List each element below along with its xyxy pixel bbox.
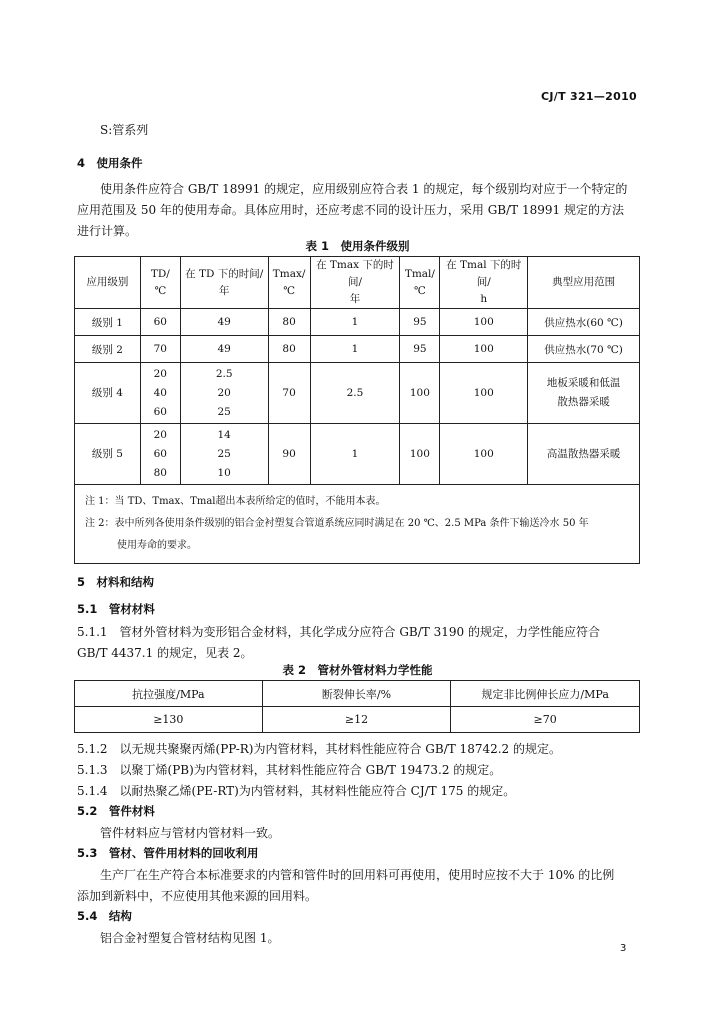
header-tmax	[268, 257, 310, 309]
cell-td: 70	[140, 336, 180, 363]
table1-usage-conditions	[74, 256, 640, 564]
section-4-paragraph-line2: 应用范围及 50 年的使用寿命。具体应用时，还应考虑不同的设计压力，采用 GB/T 18991 规定的方法	[77, 203, 624, 217]
table1-caption: 表 1 使用条件级别	[305, 239, 410, 253]
cell-td-time-value: 10	[217, 466, 231, 479]
table-row	[75, 707, 640, 733]
cell-tmax: 80	[268, 336, 310, 363]
cell-td-time	[180, 363, 268, 424]
table-row	[75, 363, 640, 424]
cell-td-time-value: 25	[217, 447, 231, 460]
section-5-2-heading: 5.2 管件材料	[77, 804, 155, 818]
cell-tmal: 95	[400, 309, 440, 336]
cell-tmal-time: 100	[440, 424, 528, 485]
section-5-3-line1: 生产厂在生产符合本标准要求的内管和管件时的回用料可再使用，使用时应按不大于 10% 的比例	[100, 868, 615, 882]
cell-application	[528, 363, 640, 424]
cell-level: 级别 5	[75, 424, 141, 485]
section-5-4-text: 铝合金衬塑复合管材结构见图 1。	[100, 931, 280, 945]
table2-mechanical-properties	[74, 680, 640, 733]
section-5-1-1-line1: 5.1.1 管材外管材料为变形铝合金材料，其化学成分应符合 GB/T 3190 的规定，力学性能应符合	[77, 625, 600, 639]
cell-level: 级别 2	[75, 336, 141, 363]
cell-td	[140, 424, 180, 485]
cell-tmax: 70	[268, 363, 310, 424]
cell-level: 级别 1	[75, 309, 141, 336]
cell-tmax: 80	[268, 309, 310, 336]
cell-td-value: 60	[153, 447, 167, 460]
table1-notes-row	[75, 485, 640, 564]
header-td-time-unit: 年	[218, 284, 230, 297]
header-typical-application: 典型应用范围	[528, 257, 640, 309]
header-tmal-time-label: 在 Tmal 下的时间/	[446, 259, 522, 288]
header-elongation: 断裂伸长率/%	[262, 681, 451, 707]
section-5-1-4: 5.1.4 以耐热聚乙烯(PE-RT)为内管材料，其材料性能应符合 CJ/T 175 的规定。	[77, 784, 516, 798]
page-number: 3	[620, 943, 627, 954]
header-tmal-time	[440, 257, 528, 309]
cell-tmax-time: 1	[310, 424, 400, 485]
header-tmax-time-unit: 年	[349, 293, 361, 305]
section-5-4-heading: 5.4 结构	[77, 909, 132, 923]
header-tmax-label: Tmax/	[272, 267, 306, 280]
header-td	[140, 257, 180, 309]
cell-td-time: 49	[180, 309, 268, 336]
cell-td-value: 20	[153, 428, 167, 441]
table-row	[75, 681, 640, 707]
cell-tmax-time: 1	[310, 336, 400, 363]
section-5-2-text: 管件材料应与管材内管材料一致。	[100, 826, 281, 840]
header-tmal-unit: ℃	[414, 284, 426, 297]
header-tmal-label: Tmal/	[404, 267, 435, 280]
header-tmal-time-unit: h	[480, 293, 488, 305]
value-elongation: ≥12	[262, 707, 451, 733]
cell-td-time-value: 2.5	[215, 367, 233, 380]
cell-tmax-time: 2.5	[310, 363, 400, 424]
table-row	[75, 309, 640, 336]
section-5-1-1-line2: GB/T 4437.1 的规定，见表 2。	[77, 646, 253, 660]
table1-note-2: 注 2：表中所列各使用条件级别的铝合金衬塑复合管道系统应同时满足在 20 ℃、2.5 MPa 条件下输送冷水 50 年	[85, 518, 589, 529]
value-tensile-strength: ≥130	[75, 707, 263, 733]
cell-td-value: 80	[153, 466, 167, 479]
header-application-level: 应用级别	[75, 257, 141, 309]
table-row	[75, 424, 640, 485]
cell-tmal-time: 100	[440, 336, 528, 363]
cell-application: 供应热水(70 ℃)	[528, 336, 640, 363]
cell-td: 60	[140, 309, 180, 336]
header-tmax-time-label: 在 Tmax 下的时间/	[316, 259, 394, 288]
cell-application: 供应热水(60 ℃)	[528, 309, 640, 336]
cell-application: 高温散热器采暖	[528, 424, 640, 485]
cell-td-value: 20	[153, 367, 167, 380]
cell-td-value: 60	[153, 405, 167, 418]
cell-tmal: 100	[400, 424, 440, 485]
document-code: CJ/T 321—2010	[541, 90, 637, 103]
section-4-paragraph-line3: 进行计算。	[77, 224, 138, 238]
cell-td-value: 40	[153, 386, 167, 399]
section-5-1-3: 5.1.3 以聚丁烯(PB)为内管材料，其材料性能应符合 GB/T 19473.2 的规定。	[77, 763, 502, 777]
header-tmax-time	[310, 257, 400, 309]
table2-caption: 表 2 管材外管材料力学性能	[282, 663, 433, 677]
cell-tmal-time: 100	[440, 363, 528, 424]
section-5-1-heading: 5.1 管材材料	[77, 602, 155, 616]
table1-note-1: 注 1：当 TD、Tmax、Tmal超出本表所给定的值时，不能用本表。	[85, 496, 386, 507]
header-td-time	[180, 257, 268, 309]
cell-tmal: 100	[400, 363, 440, 424]
cell-tmax: 90	[268, 424, 310, 485]
table1-notes	[75, 485, 640, 564]
s-series-line: S:管系列	[100, 123, 149, 137]
cell-td-time-value: 20	[217, 386, 231, 399]
section-5-3-heading: 5.3 管材、管件用材料的回收利用	[77, 846, 259, 860]
cell-td-time	[180, 424, 268, 485]
value-proof-stress: ≥70	[451, 707, 640, 733]
cell-td	[140, 363, 180, 424]
section-5-heading: 5 材料和结构	[77, 575, 155, 589]
header-tmax-unit: ℃	[283, 284, 295, 297]
cell-tmal: 95	[400, 336, 440, 363]
table-row	[75, 336, 640, 363]
section-5-3-line2: 添加到新料中，不应使用其他来源的回用料。	[77, 889, 318, 903]
header-tensile-strength: 抗拉强度/MPa	[75, 681, 263, 707]
header-tmal	[400, 257, 440, 309]
cell-application-line: 地板采暖和低温	[546, 377, 621, 389]
section-4-heading: 4 使用条件	[77, 156, 143, 170]
cell-td-time-value: 14	[217, 428, 231, 441]
section-4-paragraph-line1: 使用条件应符合 GB/T 18991 的规定，应用级别应符合表 1 的规定，每个级别均对应于一个特定的	[100, 182, 628, 196]
cell-tmal-time: 100	[440, 309, 528, 336]
header-td-time-label: 在 TD 下的时间/	[185, 267, 264, 280]
cell-td-time-value: 25	[217, 405, 231, 418]
header-td-label: TD/	[150, 267, 170, 280]
header-td-unit: ℃	[154, 284, 167, 297]
cell-level: 级别 4	[75, 363, 141, 424]
header-proof-stress: 规定非比例伸长应力/MPa	[451, 681, 640, 707]
section-5-1-2: 5.1.2 以无规共聚聚丙烯(PP-R)为内管材料，其材料性能应符合 GB/T 18742.2 的规定。	[77, 742, 561, 756]
table1-note-2-continued: 使用寿命的要求。	[117, 540, 197, 551]
cell-application-line: 散热器采暖	[557, 396, 610, 408]
cell-tmax-time: 1	[310, 309, 400, 336]
cell-td-time: 49	[180, 336, 268, 363]
